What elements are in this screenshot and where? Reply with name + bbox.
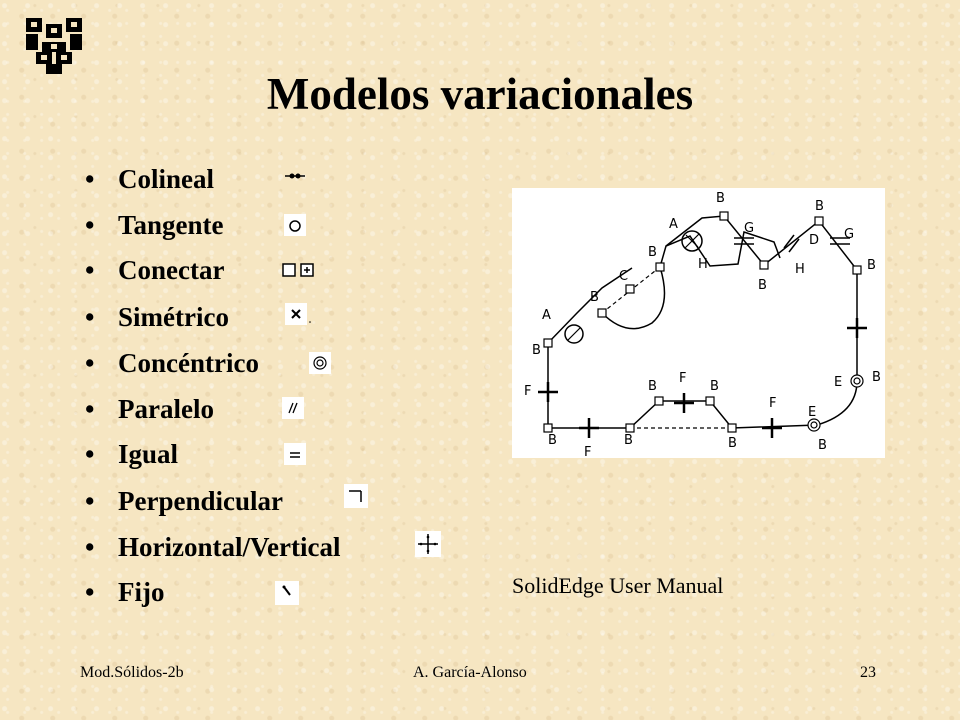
constraint-diagram — [512, 188, 885, 458]
diagram-label: G — [844, 227, 855, 242]
bullet: • — [85, 532, 95, 562]
diagram-label: E — [834, 375, 843, 390]
footer-course: Mod.Sólidos-2b — [80, 664, 184, 681]
diagram-label: A — [669, 217, 678, 232]
item-label: Paralelo — [118, 394, 214, 424]
diagram-label: B — [590, 290, 599, 305]
diagram-label: B — [758, 278, 767, 293]
diagram-label: B — [728, 436, 737, 451]
item-label: Fijo — [118, 577, 165, 607]
tangent-icon — [284, 214, 306, 236]
bullet: • — [85, 394, 95, 424]
bullet: • — [85, 439, 95, 469]
diagram-label: B — [532, 343, 541, 358]
diagram-label: B — [548, 433, 557, 448]
item-label: Horizontal/Vertical — [118, 532, 341, 562]
item-label: Tangente — [118, 210, 224, 240]
diagram-label: B — [815, 199, 824, 214]
university-logo — [22, 16, 86, 76]
concentric-icon — [309, 352, 331, 374]
bullet: • — [85, 210, 95, 240]
diagram-label: B — [818, 438, 827, 453]
slide-title: Modelos variacionales — [266, 69, 694, 119]
bullet: • — [85, 302, 95, 332]
diagram-label: B — [710, 379, 719, 394]
diagram-label: F — [524, 384, 532, 399]
diagram-label: C — [619, 269, 629, 284]
diagram-label: B — [648, 379, 657, 394]
perpendicular-icon — [344, 484, 368, 508]
footer-author: A. García-Alonso — [413, 664, 527, 681]
collinear-icon — [284, 169, 306, 183]
diagram-label: H — [795, 262, 805, 277]
diagram-label: B — [716, 191, 725, 206]
bullet: • — [85, 255, 95, 285]
parallel-icon — [282, 397, 304, 419]
diagram-label: A — [542, 308, 551, 323]
bullet: • — [85, 577, 95, 607]
diagram-label: E — [808, 405, 817, 420]
item-label: Simétrico — [118, 302, 229, 332]
diagram-label: B — [867, 258, 876, 273]
bullet: • — [85, 486, 95, 516]
diagram-label: F — [769, 396, 777, 411]
diagram-label: F — [679, 371, 687, 386]
diagram-label: G — [744, 221, 755, 236]
diagram-label: D — [809, 233, 820, 248]
item-label: Perpendicular — [118, 486, 283, 516]
figure-caption: SolidEdge User Manual — [512, 573, 724, 598]
constraint-diagram-svg — [512, 188, 885, 458]
item-label: Conectar — [118, 255, 225, 285]
item-label: Colineal — [118, 164, 215, 194]
symmetric-icon — [285, 303, 313, 325]
diagram-label: B — [624, 433, 633, 448]
equal-icon — [284, 443, 306, 465]
fixed-icon — [275, 581, 299, 605]
diagram-label: H — [698, 257, 708, 272]
bullet: • — [85, 164, 95, 194]
item-label: Igual — [118, 439, 179, 469]
bullet: • — [85, 348, 95, 378]
footer-page-number: 23 — [860, 664, 876, 681]
horizontal-vertical-icon — [415, 531, 441, 557]
diagram-label: F — [584, 445, 592, 458]
diagram-label: B — [872, 370, 881, 385]
item-label: Concéntrico — [118, 348, 259, 378]
connect-icon — [281, 261, 317, 279]
diagram-label: B — [648, 245, 657, 260]
